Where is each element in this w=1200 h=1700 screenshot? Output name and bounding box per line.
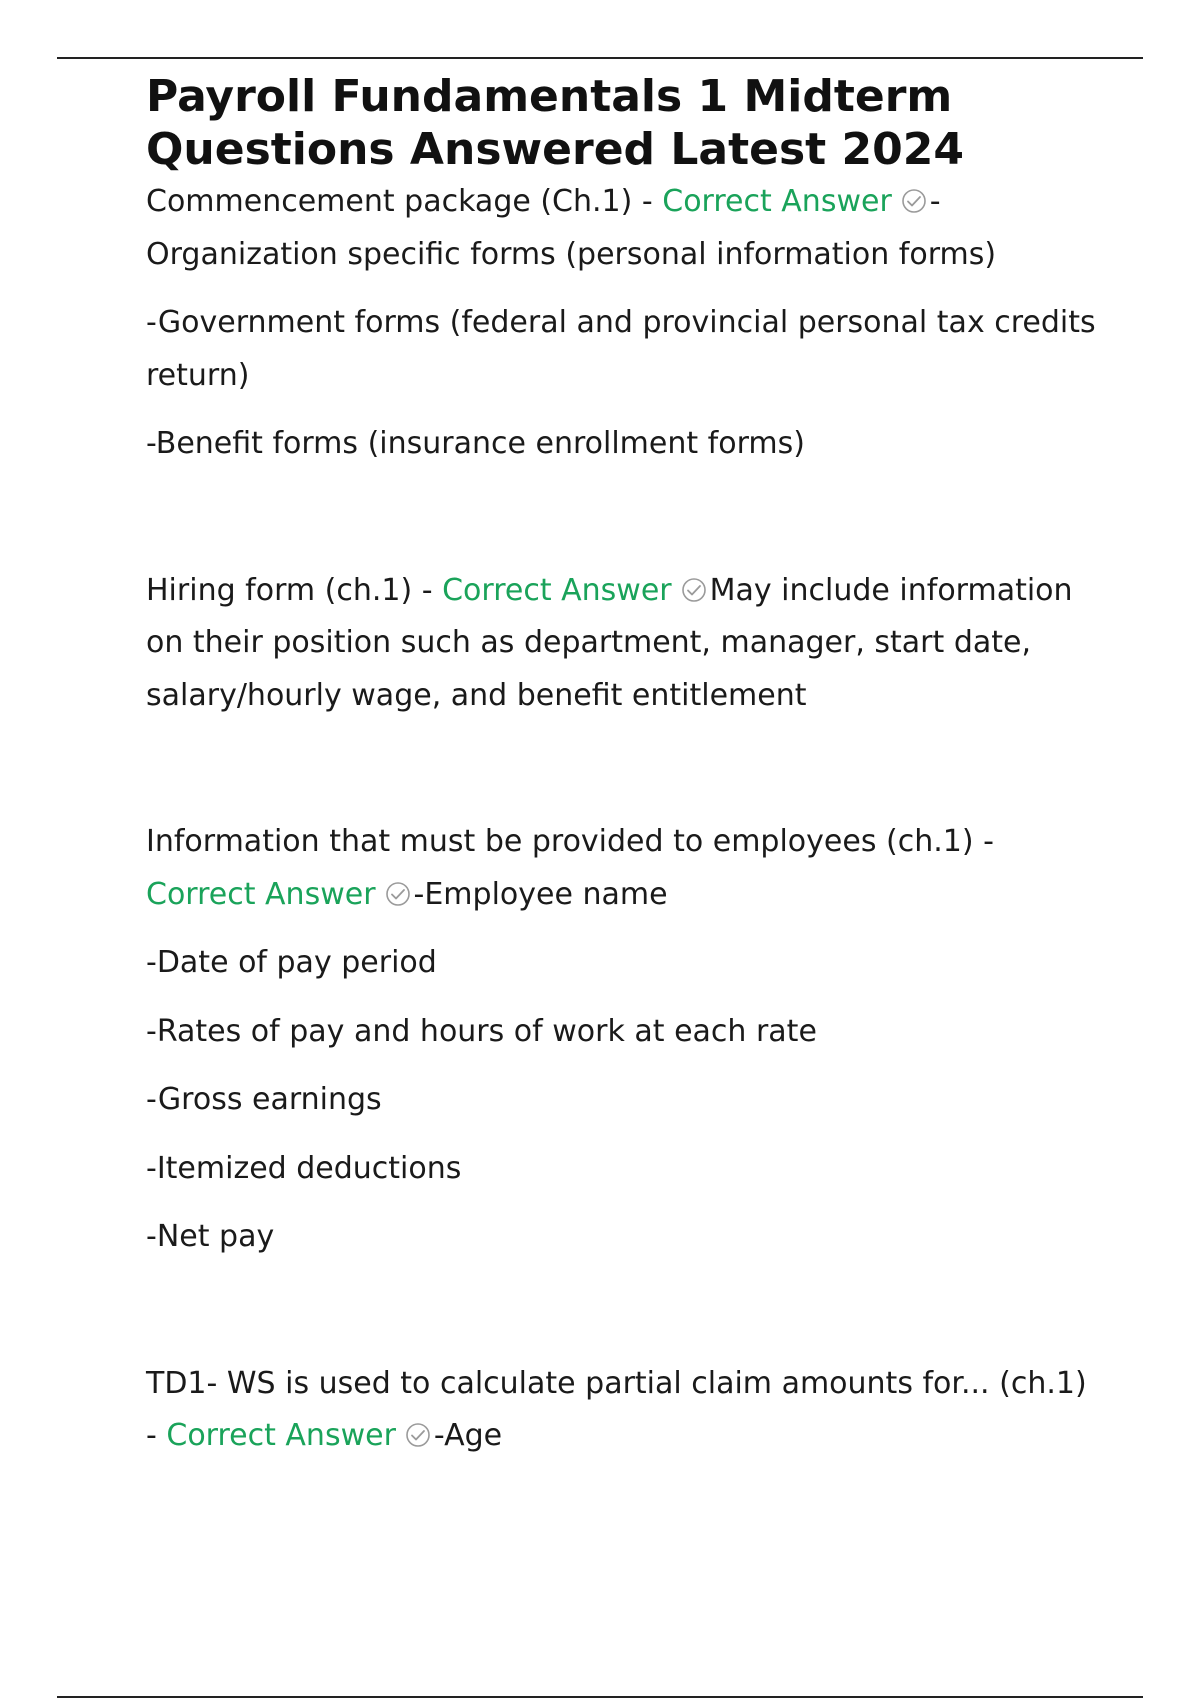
spacer [146, 1280, 1106, 1358]
bottom-rule [57, 1696, 1143, 1698]
answer-line: -Date of pay period [146, 945, 437, 980]
question-text: Hiring form (ch.1) [146, 572, 413, 608]
separator: - [632, 184, 663, 219]
correct-answer-label: Correct Answer [662, 184, 892, 219]
check-circle-icon [404, 1421, 432, 1449]
answer-line: -Benefit forms (insurance enrollment forms) [146, 426, 805, 461]
correct-answer-label: Correct Answer [146, 876, 376, 912]
question-text: Commencement package (Ch.1) [146, 184, 633, 219]
separator: - [412, 572, 443, 608]
qa-block-3 [146, 816, 1106, 1264]
check-circle-icon [680, 576, 708, 604]
separator: - [146, 1418, 167, 1453]
answer-line: -Net pay [146, 1219, 275, 1254]
answer-line: -Gross earnings [146, 1082, 382, 1117]
document-body [146, 70, 1106, 1479]
question-text: Information that must be provided to employees (ch.1) [146, 824, 974, 859]
qa-item [146, 816, 1106, 921]
answer-text: -Employee name [413, 876, 668, 912]
correct-answer-label: Correct Answer [166, 1418, 396, 1453]
qa-item [146, 1358, 1106, 1463]
check-circle-icon [900, 187, 928, 215]
qa-item [146, 176, 1106, 281]
answer-text: -Organization specific forms (personal information forms) [146, 184, 997, 272]
qa-block-4 [146, 1358, 1106, 1463]
spacer [146, 738, 1106, 816]
qa-block-2 [146, 565, 1106, 723]
document-title: Payroll Fundamentals 1 Midterm Questions Answered Latest 2024 [146, 71, 964, 175]
answer-line: -Itemized deductions [146, 1150, 462, 1186]
correct-answer-label: Correct Answer [442, 572, 672, 608]
answer-line: -Government forms (federal and provincial personal tax credits return) [146, 305, 1096, 393]
answer-line: -Rates of pay and hours of work at each rate [146, 1013, 817, 1049]
spacer [146, 487, 1106, 565]
answer-text: -Age [433, 1418, 503, 1453]
answer-text: May include information on their position such as department, manager, start date, salary/hourly wage, and benefit entitlement [146, 572, 1073, 713]
check-circle-icon [384, 880, 412, 908]
separator: - [973, 824, 994, 859]
qa-item [146, 565, 1106, 723]
top-rule [57, 57, 1143, 59]
qa-block-1 [146, 176, 1106, 471]
question-text: TD1- WS is used to calculate partial claim amounts for... (ch.1) [146, 1365, 1087, 1401]
